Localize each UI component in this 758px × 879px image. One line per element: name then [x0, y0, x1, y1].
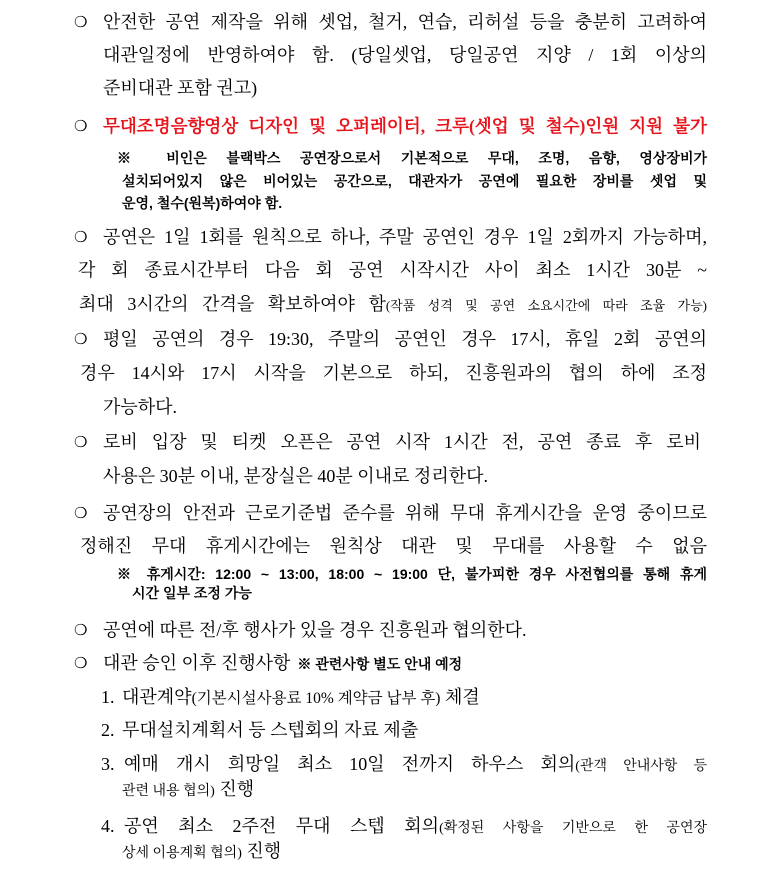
- step-1-line-1: [122, 685, 480, 709]
- step-3-line-1: [124, 752, 707, 776]
- bullet-circle-icon: ❍: [74, 433, 88, 451]
- item-3-line-2: 각 회 종료시간부터 다음 회 공연 시작시간 사이 최소 1시간 30분 ~: [78, 260, 707, 280]
- bullet-circle-icon: ❍: [74, 117, 88, 135]
- step-3-tail: 진행: [214, 779, 255, 799]
- step-4-text: 공연 최소 2주전 무대 스텝 회의: [124, 816, 440, 836]
- note-blackbox-line-1: ※ 비인은 블랙박스 공연장으로서 기본적으로 무대, 조명, 음향, 영상장비가: [117, 150, 707, 166]
- step-3-text: 예매 개시 희망일 최소 10일 전까지 하우스 회의: [124, 754, 576, 774]
- item-3-line-3-text: 최대 3시간의 간격을 확보하여야 함: [79, 294, 386, 314]
- warning-line: 무대조명음향영상 디자인 및 오퍼레이터, 크루(셋업 및 철수)인원 지원 불가: [103, 116, 707, 136]
- item-8-line-1: [103, 651, 462, 675]
- bullet-circle-icon: ❍: [74, 13, 88, 31]
- item-4-line-2: 경우 14시와 17시 시작을 기본으로 하되, 진흥원과의 협의 하에 조정: [80, 363, 707, 383]
- step-4-number: 4.: [101, 816, 115, 836]
- item-6-line-2: 정해진 무대 휴게시간에는 원칙상 대관 및 무대를 사용할 수 없음: [80, 536, 707, 556]
- note-break-line-2: 시간 일부 조정 가능: [132, 585, 252, 601]
- item-8-title: 대관 승인 이후 진행사항: [103, 653, 291, 673]
- step-4-line-2: [122, 839, 281, 863]
- item-3-line-3-aside: (작품 성격 및 공연 소요시간에 따라 조율 가능): [385, 298, 708, 313]
- note-blackbox-line-3: 운영, 철수(원복)하여야 함.: [122, 195, 283, 211]
- bullet-circle-icon: ❍: [74, 621, 88, 639]
- step-2-line-1: 무대설치계획서 등 스텝회의 자료 제출: [122, 720, 419, 740]
- item-3-line-1: 공연은 1일 1회를 원칙으로 하나, 주말 공연인 경우 1일 2회까지 가능하며,: [103, 227, 707, 247]
- bullet-circle-icon: ❍: [74, 330, 88, 348]
- item-3-line-3: [79, 292, 707, 316]
- item-1-line-3: 준비대관 포함 권고): [103, 78, 258, 98]
- step-4-aside: (확정된 사항을 기반으로 한 공연장: [439, 821, 708, 836]
- step-3-aside: (관객 안내사항 등: [575, 759, 707, 774]
- bullet-circle-icon: ❍: [74, 228, 88, 246]
- step-1-number: 1.: [101, 687, 115, 707]
- item-7-line-1: 공연에 따른 전/후 행사가 있을 경우 진흥원과 협의한다.: [103, 620, 527, 640]
- item-4-line-3: 가능하다.: [103, 397, 178, 417]
- step-1-text: 대관계약: [122, 687, 192, 707]
- step-4-line-1: [124, 814, 707, 838]
- item-5-line-2: 사용은 30분 이내, 분장실은 40분 이내로 정리한다.: [103, 466, 488, 486]
- step-3-number: 3.: [101, 754, 115, 774]
- step-1-aside: (기본시설사용료 10% 계약금 납부 후): [191, 690, 441, 707]
- item-1-line-2: 대관일정에 반영하여야 함. (당일셋업, 당일공연 지양 / 1회 이상의: [103, 45, 707, 65]
- item-1-line-1: 안전한 공연 제작을 위해 셋업, 철거, 연습, 리허설 등을 충분히 고려하여: [103, 12, 707, 32]
- bullet-circle-icon: ❍: [74, 504, 88, 522]
- step-3-aside-cont: 관련 내용 협의): [122, 784, 215, 799]
- step-4-tail: 진행: [241, 841, 282, 861]
- step-3-line-2: [122, 777, 254, 801]
- note-blackbox-line-2: 설치되어있지 않은 비어있는 공간으로, 대관자가 공연에 필요한 장비를 셋업 및: [122, 173, 707, 189]
- note-break-line-1: ※ 휴게시간: 12:00 ~ 13:00, 18:00 ~ 19:00 단, 불가피한 경우 사전협의를 통해 휴게: [117, 566, 707, 582]
- item-4-line-1: 평일 공연의 경우 19:30, 주말의 공연인 경우 17시, 휴일 2회 공연의: [103, 329, 707, 349]
- item-5-line-1: 로비 입장 및 티켓 오픈은 공연 시작 1시간 전, 공연 종료 후 로비: [103, 432, 701, 452]
- step-1-tail: 체결: [440, 687, 480, 707]
- step-4-aside-cont: 상세 이용계획 협의): [122, 846, 242, 861]
- item-6-line-1: 공연장의 안전과 근로기준법 준수를 위해 무대 휴게시간을 운영 중이므로: [103, 503, 707, 523]
- step-2-number: 2.: [101, 720, 115, 740]
- item-8-note: ※ 관련사항 별도 안내 예정: [297, 656, 463, 672]
- bullet-circle-icon: ❍: [74, 654, 88, 672]
